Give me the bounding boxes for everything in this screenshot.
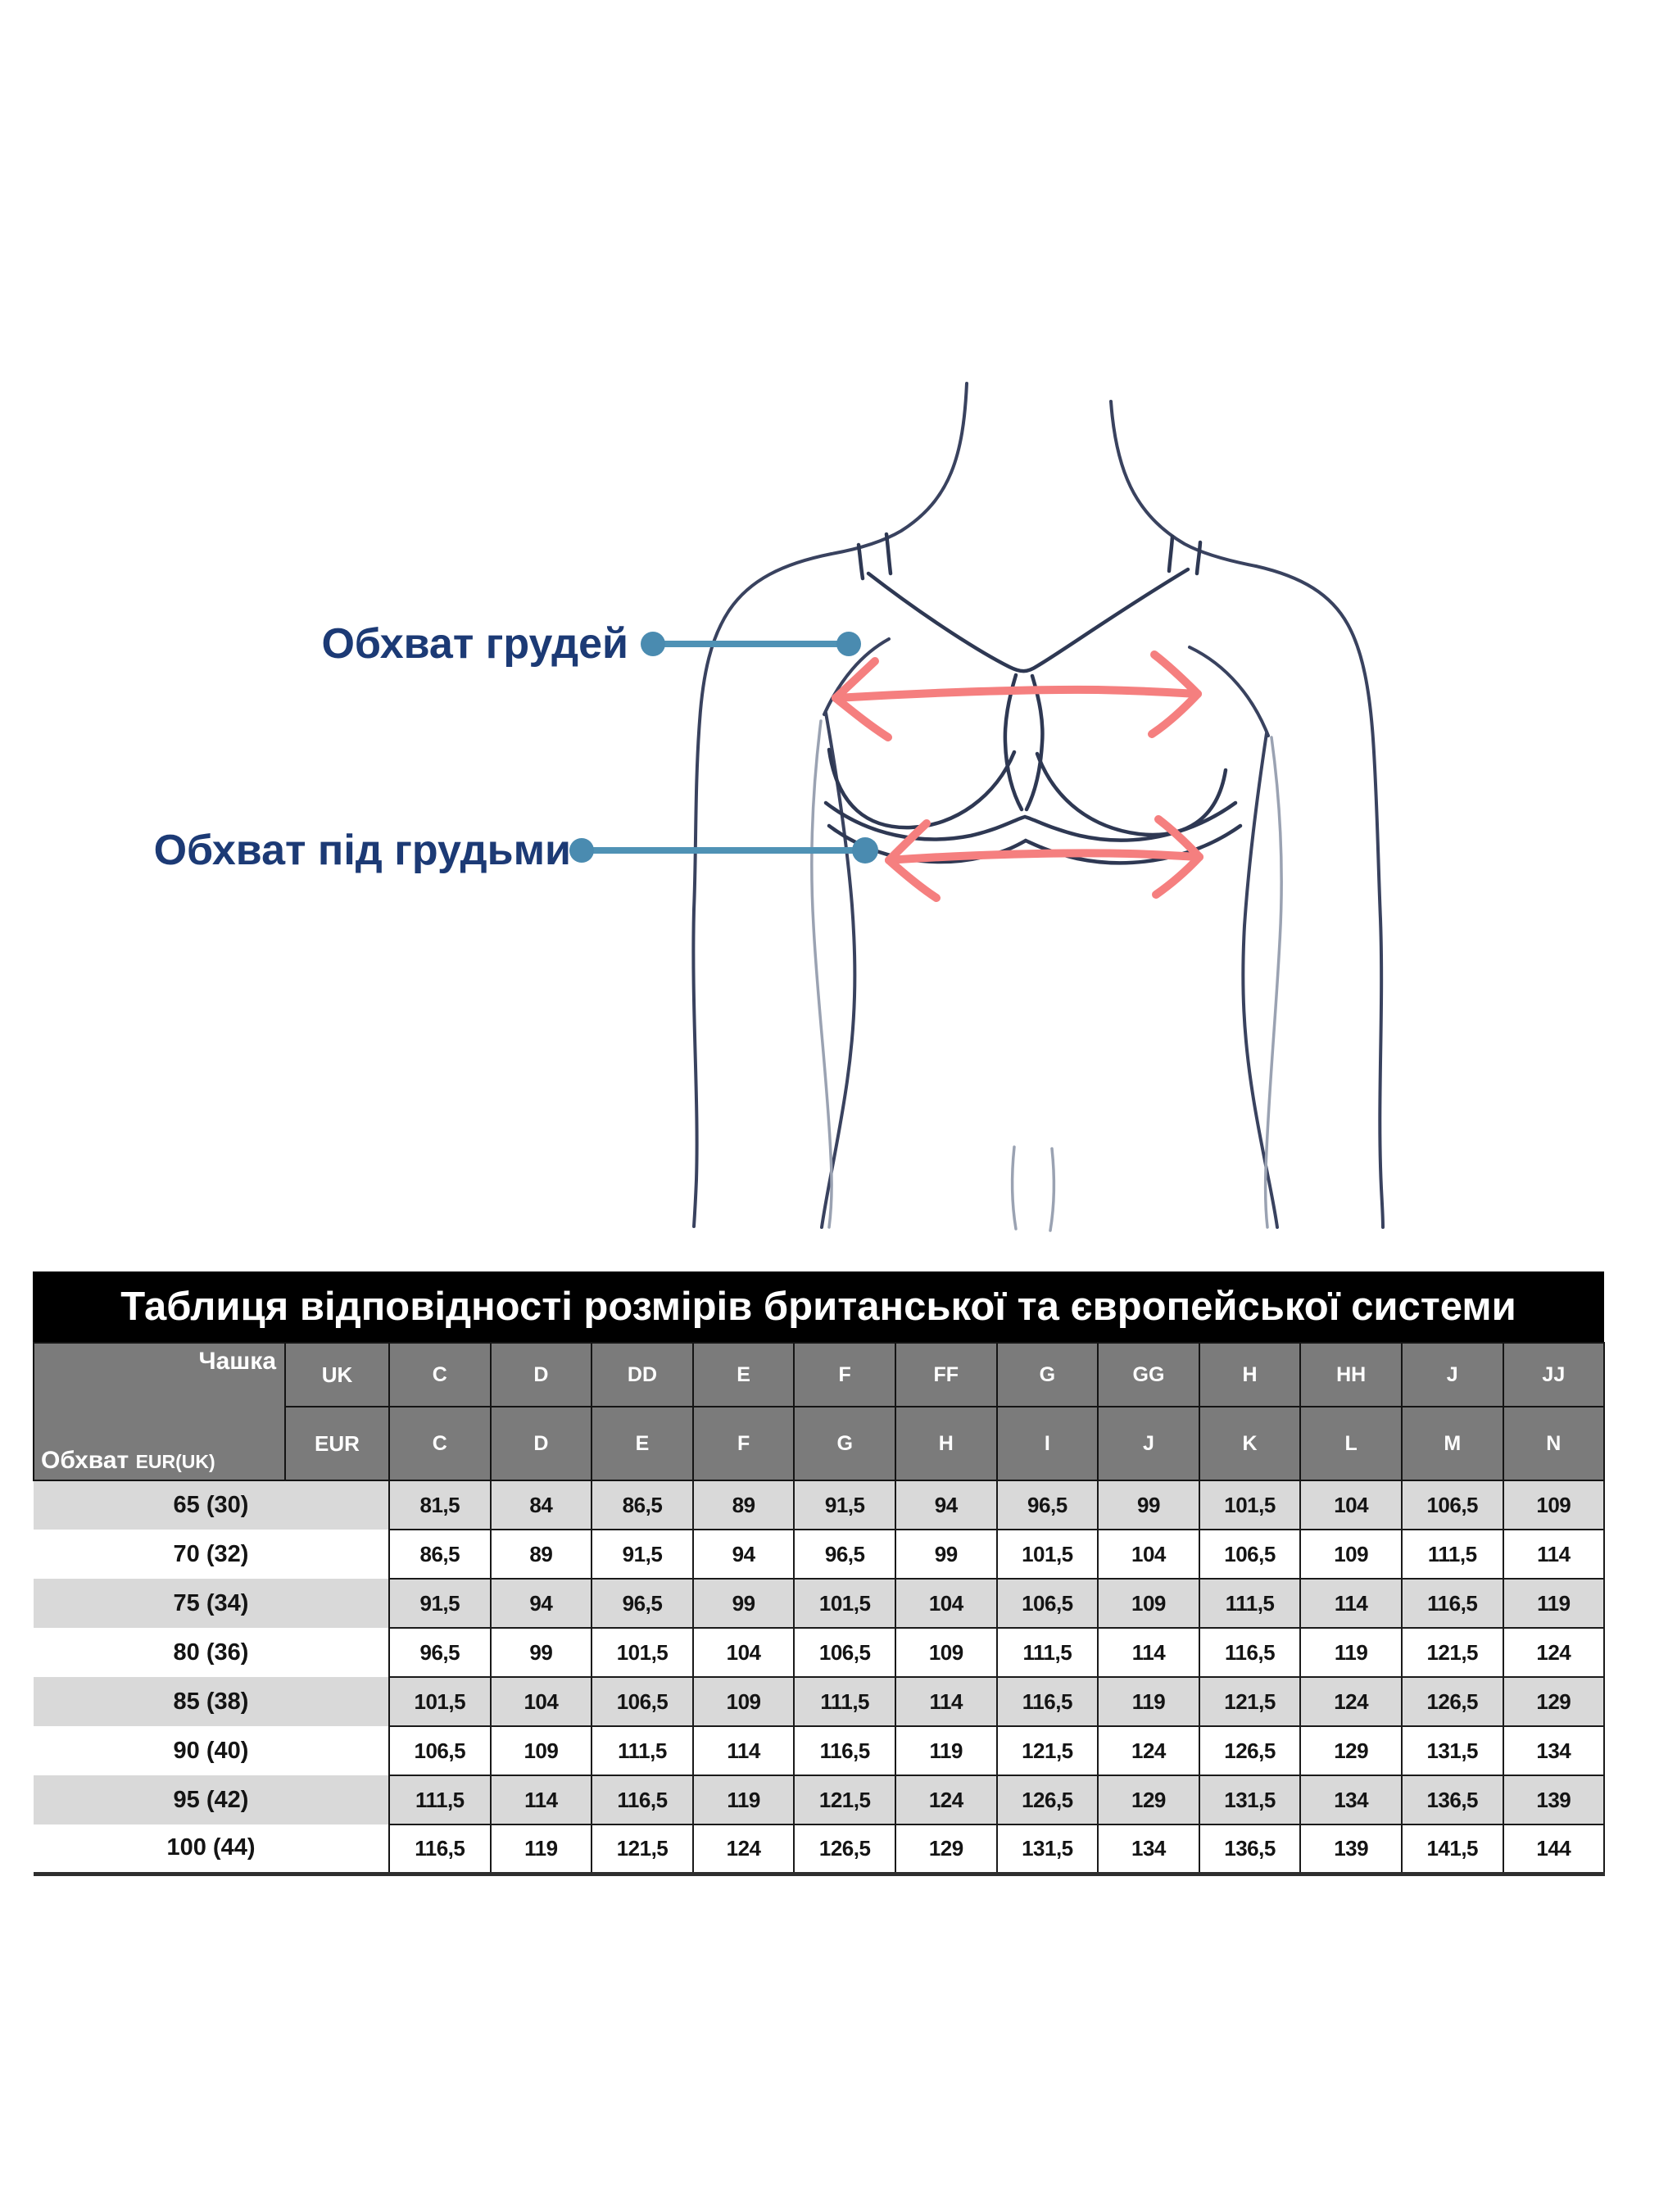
underbust-connector-line — [569, 837, 878, 863]
uk-cup-header-cell: DD — [592, 1343, 693, 1407]
size-value-cell: 116,5 — [997, 1677, 1099, 1726]
size-value-cell: 114 — [895, 1677, 997, 1726]
size-value-cell: 89 — [491, 1530, 592, 1579]
eur-cup-header-cell: E — [592, 1407, 693, 1480]
size-value-cell: 81,5 — [389, 1480, 491, 1530]
size-value-cell: 114 — [1098, 1628, 1199, 1677]
connector-dot — [569, 838, 594, 863]
eur-cup-header-cell: G — [794, 1407, 895, 1480]
size-value-cell: 116,5 — [1402, 1579, 1503, 1628]
size-value-cell: 109 — [1300, 1530, 1402, 1579]
size-conversion-table — [33, 1342, 1605, 1876]
size-value-cell: 141,5 — [1402, 1824, 1503, 1874]
band-size-cell: 80 (36) — [34, 1628, 389, 1677]
size-value-cell: 109 — [895, 1628, 997, 1677]
size-value-cell: 114 — [491, 1775, 592, 1824]
connector-dot — [852, 837, 878, 863]
size-value-cell: 119 — [491, 1824, 592, 1874]
size-value-cell: 101,5 — [389, 1677, 491, 1726]
size-value-cell: 121,5 — [997, 1726, 1099, 1775]
size-value-cell: 134 — [1098, 1824, 1199, 1874]
size-value-cell: 111,5 — [1199, 1579, 1301, 1628]
size-value-cell: 89 — [693, 1480, 795, 1530]
eur-cup-header-cell: M — [1402, 1407, 1503, 1480]
size-value-cell: 124 — [1098, 1726, 1199, 1775]
size-value-cell: 139 — [1300, 1824, 1402, 1874]
size-value-cell: 124 — [895, 1775, 997, 1824]
size-value-cell: 126,5 — [1199, 1726, 1301, 1775]
eur-cup-header-cell: D — [491, 1407, 592, 1480]
eur-system-label: EUR — [285, 1407, 389, 1480]
size-value-cell: 94 — [491, 1579, 592, 1628]
table-row — [34, 1775, 1604, 1824]
uk-cup-header-cell: JJ — [1503, 1343, 1605, 1407]
size-value-cell: 96,5 — [389, 1628, 491, 1677]
eur-cup-header-cell: I — [997, 1407, 1099, 1480]
corner-cell — [34, 1343, 285, 1480]
size-value-cell: 104 — [693, 1628, 795, 1677]
table-row — [34, 1530, 1604, 1579]
band-size-cell: 90 (40) — [34, 1726, 389, 1775]
size-value-cell: 119 — [1503, 1579, 1605, 1628]
size-value-cell: 109 — [693, 1677, 795, 1726]
bust-girth-label: Обхват грудей — [321, 620, 628, 668]
uk-cup-header-cell: HH — [1300, 1343, 1402, 1407]
size-value-cell: 121,5 — [592, 1824, 693, 1874]
uk-cup-header-cell: C — [389, 1343, 491, 1407]
uk-cup-header-cell: G — [997, 1343, 1099, 1407]
size-value-cell: 121,5 — [1199, 1677, 1301, 1726]
size-value-cell: 84 — [491, 1480, 592, 1530]
size-value-cell: 99 — [491, 1628, 592, 1677]
size-value-cell: 121,5 — [1402, 1628, 1503, 1677]
size-value-cell: 136,5 — [1402, 1775, 1503, 1824]
size-value-cell: 104 — [895, 1579, 997, 1628]
uk-system-label: UK — [285, 1343, 389, 1407]
uk-cup-header-cell: J — [1402, 1343, 1503, 1407]
size-value-cell: 134 — [1503, 1726, 1605, 1775]
size-value-cell: 124 — [693, 1824, 795, 1874]
uk-cup-header-cell: H — [1199, 1343, 1301, 1407]
size-value-cell: 126,5 — [1402, 1677, 1503, 1726]
table-row — [34, 1579, 1604, 1628]
uk-cup-header-cell: D — [491, 1343, 592, 1407]
underbust-arrow — [889, 819, 1199, 898]
size-value-cell: 134 — [1300, 1775, 1402, 1824]
size-value-cell: 99 — [693, 1579, 795, 1628]
size-value-cell: 109 — [1503, 1480, 1605, 1530]
table-row — [34, 1628, 1604, 1677]
size-value-cell: 114 — [1503, 1530, 1605, 1579]
size-value-cell: 101,5 — [1199, 1480, 1301, 1530]
band-size-cell: 70 (32) — [34, 1530, 389, 1579]
size-value-cell: 124 — [1300, 1677, 1402, 1726]
size-value-cell: 114 — [693, 1726, 795, 1775]
underbust-girth-label: Обхват під грудьми — [153, 827, 571, 874]
size-value-cell: 106,5 — [997, 1579, 1099, 1628]
band-size-cell: 65 (30) — [34, 1480, 389, 1530]
size-value-cell: 91,5 — [794, 1480, 895, 1530]
eur-cup-header-cell: F — [693, 1407, 795, 1480]
size-value-cell: 116,5 — [389, 1824, 491, 1874]
size-value-cell: 106,5 — [1402, 1480, 1503, 1530]
size-value-cell: 119 — [895, 1726, 997, 1775]
size-value-cell: 111,5 — [794, 1677, 895, 1726]
connector-dot — [836, 632, 861, 656]
size-value-cell: 116,5 — [794, 1726, 895, 1775]
eur-cup-header-cell: L — [1300, 1407, 1402, 1480]
band-size-cell: 85 (38) — [34, 1677, 389, 1726]
bust-connector-line — [641, 632, 861, 656]
size-value-cell: 106,5 — [794, 1628, 895, 1677]
size-value-cell: 129 — [1503, 1677, 1605, 1726]
figure-inner-arm-lines — [812, 721, 1281, 1231]
size-value-cell: 111,5 — [389, 1775, 491, 1824]
uk-cup-header-cell: GG — [1098, 1343, 1199, 1407]
size-value-cell: 101,5 — [794, 1579, 895, 1628]
size-value-cell: 91,5 — [592, 1530, 693, 1579]
size-value-cell: 119 — [1300, 1628, 1402, 1677]
band-size-cell: 75 (34) — [34, 1579, 389, 1628]
size-value-cell: 109 — [1098, 1579, 1199, 1628]
size-value-cell: 129 — [1300, 1726, 1402, 1775]
uk-cup-header-cell: E — [693, 1343, 795, 1407]
size-value-cell: 96,5 — [997, 1480, 1099, 1530]
size-value-cell: 119 — [693, 1775, 795, 1824]
size-value-cell: 86,5 — [389, 1530, 491, 1579]
size-value-cell: 126,5 — [997, 1775, 1099, 1824]
size-value-cell: 104 — [491, 1677, 592, 1726]
size-value-cell: 131,5 — [1199, 1775, 1301, 1824]
size-value-cell: 114 — [1300, 1579, 1402, 1628]
size-value-cell: 101,5 — [592, 1628, 693, 1677]
size-value-cell: 126,5 — [794, 1824, 895, 1874]
size-value-cell: 111,5 — [592, 1726, 693, 1775]
size-value-cell: 136,5 — [1199, 1824, 1301, 1874]
uk-cups-header-row — [34, 1343, 1604, 1407]
eur-cup-header-cell: J — [1098, 1407, 1199, 1480]
connector-dot — [641, 632, 665, 656]
size-value-cell: 131,5 — [997, 1824, 1099, 1874]
size-value-cell: 129 — [1098, 1775, 1199, 1824]
size-value-cell: 116,5 — [592, 1775, 693, 1824]
size-value-cell: 121,5 — [794, 1775, 895, 1824]
size-value-cell: 94 — [895, 1480, 997, 1530]
eur-cup-header-cell: N — [1503, 1407, 1605, 1480]
size-value-cell: 139 — [1503, 1775, 1605, 1824]
size-value-cell: 106,5 — [1199, 1530, 1301, 1579]
size-value-cell: 124 — [1503, 1628, 1605, 1677]
size-table-body — [34, 1480, 1604, 1874]
eur-cup-header-cell: K — [1199, 1407, 1301, 1480]
size-value-cell: 111,5 — [1402, 1530, 1503, 1579]
eur-cup-header-cell: H — [895, 1407, 997, 1480]
size-value-cell: 111,5 — [997, 1628, 1099, 1677]
size-value-cell: 99 — [895, 1530, 997, 1579]
size-table-section — [33, 1271, 1604, 1876]
table-row — [34, 1677, 1604, 1726]
table-row — [34, 1480, 1604, 1530]
size-value-cell: 109 — [491, 1726, 592, 1775]
band-size-cell: 100 (44) — [34, 1824, 389, 1874]
size-value-cell: 101,5 — [997, 1530, 1099, 1579]
size-value-cell: 106,5 — [389, 1726, 491, 1775]
table-title: Таблиця відповідності розмірів британської та європейської системи — [33, 1271, 1604, 1342]
size-value-cell: 144 — [1503, 1824, 1605, 1874]
uk-cup-header-cell: F — [794, 1343, 895, 1407]
size-value-cell: 96,5 — [794, 1530, 895, 1579]
size-value-cell: 99 — [1098, 1480, 1199, 1530]
size-value-cell: 104 — [1098, 1530, 1199, 1579]
size-value-cell: 119 — [1098, 1677, 1199, 1726]
size-value-cell: 86,5 — [592, 1480, 693, 1530]
size-value-cell: 106,5 — [592, 1677, 693, 1726]
size-value-cell: 94 — [693, 1530, 795, 1579]
eur-cup-header-cell: C — [389, 1407, 491, 1480]
corner-cup-label: Чашка — [198, 1348, 276, 1375]
size-value-cell: 91,5 — [389, 1579, 491, 1628]
size-value-cell: 104 — [1300, 1480, 1402, 1530]
table-row — [34, 1824, 1604, 1874]
bust-arrow — [836, 655, 1198, 737]
size-value-cell: 131,5 — [1402, 1726, 1503, 1775]
corner-girth-label: Обхват EUR(UK) — [41, 1447, 215, 1474]
size-value-cell: 96,5 — [592, 1579, 693, 1628]
uk-cup-header-cell: FF — [895, 1343, 997, 1407]
size-value-cell: 116,5 — [1199, 1628, 1301, 1677]
band-size-cell: 95 (42) — [34, 1775, 389, 1824]
table-row — [34, 1726, 1604, 1775]
size-value-cell: 129 — [895, 1824, 997, 1874]
